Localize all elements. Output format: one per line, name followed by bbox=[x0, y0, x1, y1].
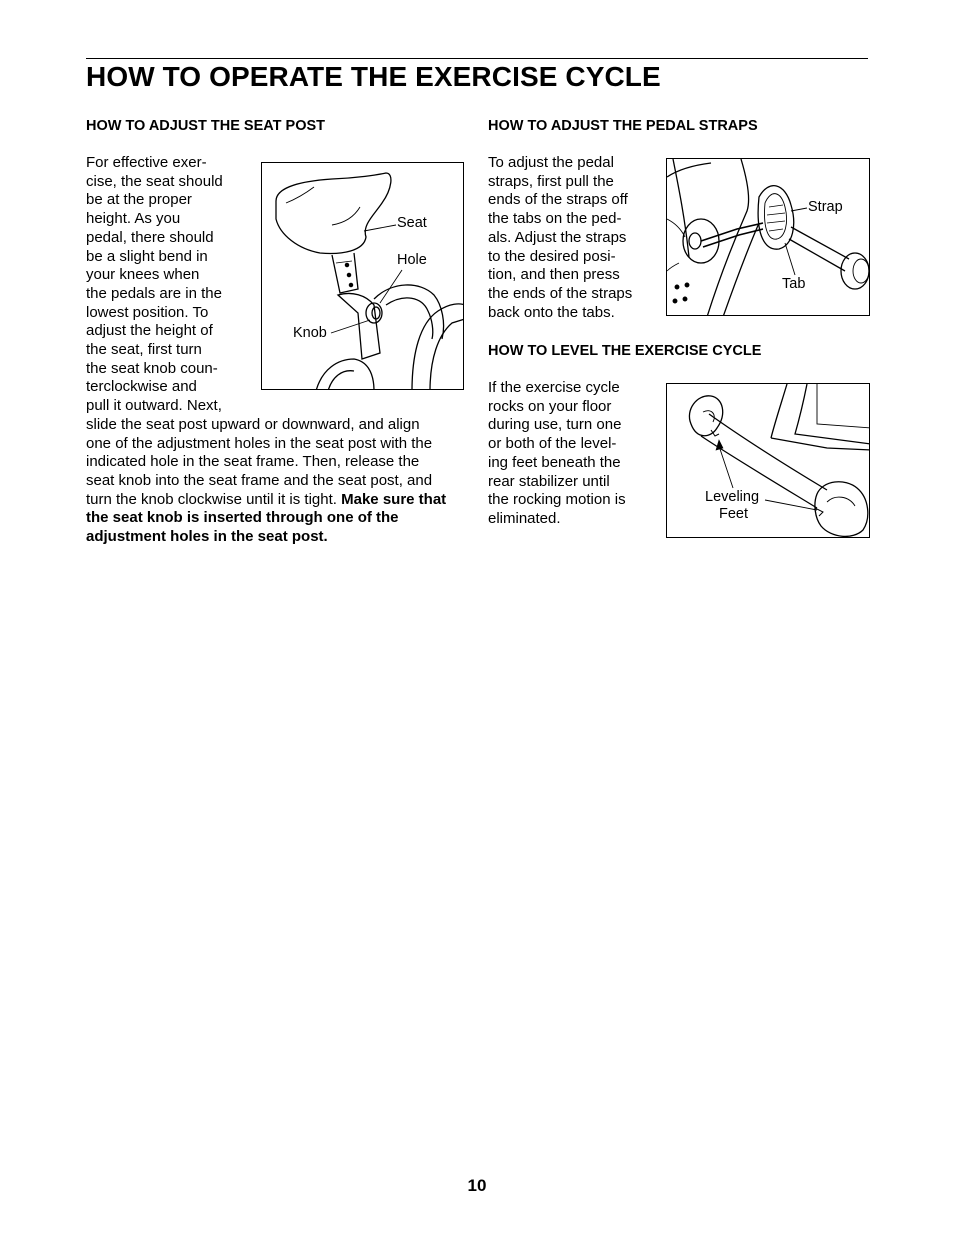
text-line: adjust the height of bbox=[86, 322, 213, 340]
text-line: lowest position. To bbox=[86, 303, 209, 321]
text-line: rocks on your floor bbox=[488, 397, 612, 415]
hole-label: Hole bbox=[397, 252, 427, 268]
warning-text: Make sure that bbox=[341, 490, 447, 508]
text-line: pedal, there should bbox=[86, 228, 214, 246]
text-line: To adjust the pedal bbox=[488, 154, 614, 171]
strap-label: Strap bbox=[808, 199, 843, 215]
text-line bbox=[86, 491, 476, 510]
text-line: ing feet beneath the bbox=[488, 453, 621, 471]
text-line: or both of the level- bbox=[488, 435, 617, 453]
text-line: to the desired posi- bbox=[488, 247, 616, 265]
text-fragment: turn the knob clockwise until it is tight. bbox=[86, 490, 342, 508]
text-line: height. As you bbox=[86, 210, 181, 228]
level-heading: HOW TO LEVEL THE EXERCISE CYCLE bbox=[488, 343, 762, 359]
text-line: cise, the seat should bbox=[86, 172, 223, 190]
text-line: the seat knob coun- bbox=[86, 359, 218, 377]
text-line: pull it outward. Next, bbox=[86, 397, 222, 415]
text-line: the rocking motion is bbox=[488, 491, 626, 509]
warning-text: the seat knob is inserted through one of the bbox=[86, 509, 399, 527]
text-line: eliminated. bbox=[488, 509, 561, 527]
pedal-strap-figure bbox=[666, 158, 870, 316]
seat-post-heading: HOW TO ADJUST THE SEAT POST bbox=[86, 118, 325, 134]
pedal-straps-text bbox=[488, 154, 658, 322]
pedal-strap-illustration bbox=[667, 159, 870, 316]
text-line: your knees when bbox=[86, 266, 200, 284]
text-line: For effective exer- bbox=[86, 154, 207, 171]
text-line: indicated hole in the seat frame. Then, release the bbox=[86, 453, 420, 471]
leveling-feet-illustration bbox=[667, 384, 870, 538]
seat-post-figure bbox=[261, 162, 464, 390]
feet-label: Feet bbox=[719, 506, 749, 522]
text-line: the seat, first turn bbox=[86, 341, 202, 359]
text-line: tion, and then press bbox=[488, 266, 620, 284]
tab-label: Tab bbox=[782, 276, 806, 292]
knob-label: Knob bbox=[293, 325, 327, 341]
text-line: If the exercise cycle bbox=[488, 379, 620, 396]
text-line: one of the adjustment holes in the seat post with the bbox=[86, 434, 433, 452]
text-line: slide the seat post upward or downward, and align bbox=[86, 415, 420, 433]
text-line: straps, first pull the bbox=[488, 172, 614, 190]
text-line: ends of the straps off bbox=[488, 191, 628, 209]
text-line: be a slight bend in bbox=[86, 247, 208, 265]
text-line: terclockwise and bbox=[86, 378, 197, 396]
seat-post-text-narrow bbox=[86, 154, 447, 547]
text-line: seat knob into the seat frame and the seat post, and bbox=[86, 471, 433, 489]
leveling-feet-figure bbox=[666, 383, 870, 538]
leveling-label: Leveling bbox=[705, 489, 760, 505]
seat-label: Seat bbox=[397, 215, 427, 231]
text-line: be at the proper bbox=[86, 191, 192, 209]
text-line: during use, turn one bbox=[488, 416, 622, 434]
text-line: the ends of the straps bbox=[488, 284, 633, 302]
seat-post-illustration bbox=[262, 163, 464, 390]
text-line: rear stabilizer until bbox=[488, 472, 610, 490]
page-number: 10 bbox=[467, 1176, 487, 1195]
level-text bbox=[488, 379, 658, 529]
pedal-straps-heading: HOW TO ADJUST THE PEDAL STRAPS bbox=[488, 118, 758, 134]
text-line: the tabs on the ped- bbox=[488, 210, 622, 228]
page-title: HOW TO OPERATE THE EXERCISE CYCLE bbox=[86, 61, 661, 92]
header-rule bbox=[86, 58, 868, 59]
text-line: the pedals are in the bbox=[86, 284, 222, 302]
text-line: als. Adjust the straps bbox=[488, 228, 627, 246]
warning-text: adjustment holes in the seat post. bbox=[86, 528, 328, 546]
text-line: back onto the tabs. bbox=[488, 303, 615, 321]
